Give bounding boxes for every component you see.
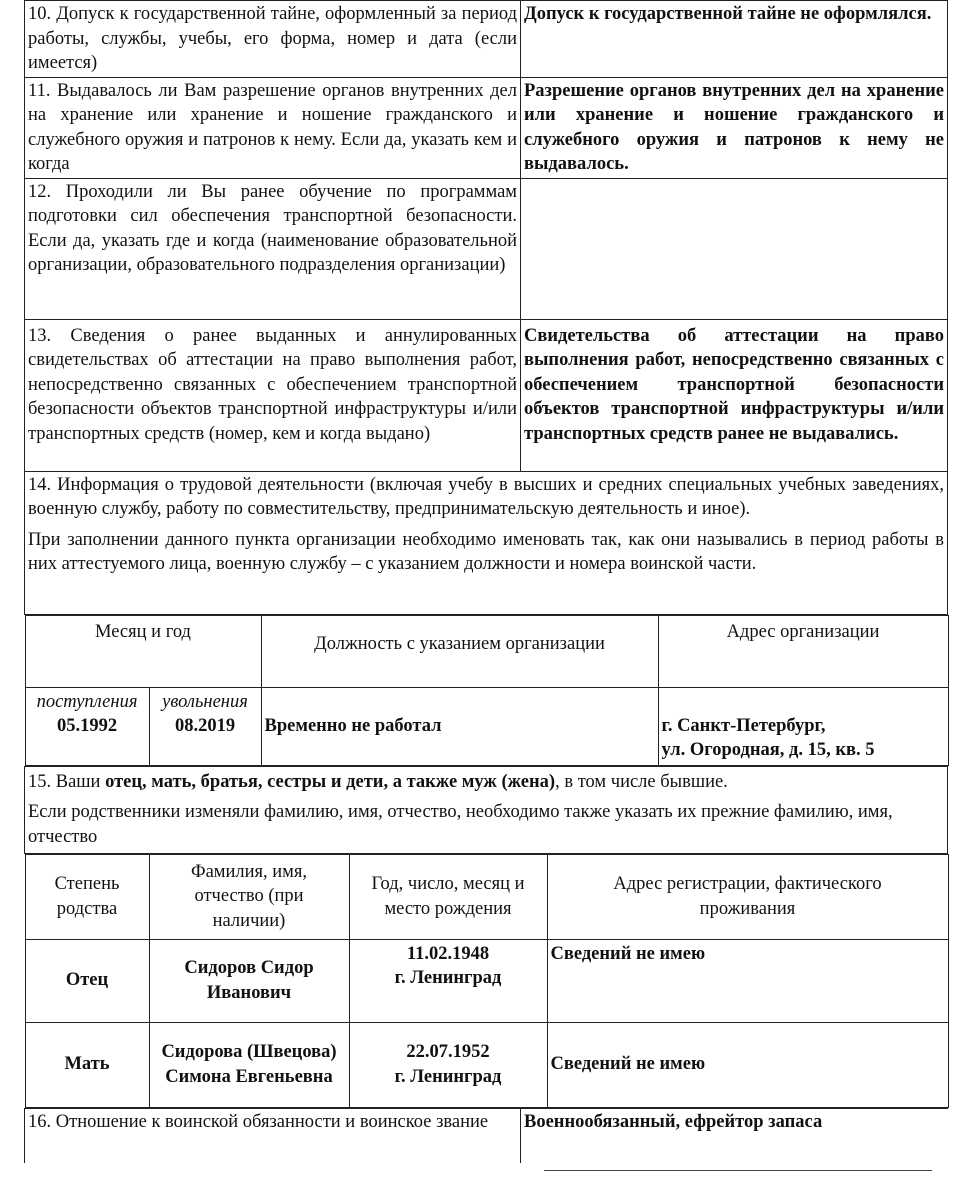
relative-relation: Отец	[25, 939, 149, 1022]
employment-address-line1: г. Санкт-Петербург,	[661, 715, 826, 736]
row-14-employment	[25, 614, 948, 766]
relative-row-father	[25, 939, 948, 1022]
relative-address: Сведений не имею	[547, 939, 948, 1022]
relative-row-mother	[25, 1022, 948, 1107]
header-birth: Год, число, месяц и место рождения	[349, 854, 547, 939]
employment-address-line2: ул. Огородная, д. 15, кв. 5	[661, 740, 875, 760]
row-12	[25, 178, 948, 319]
row-15-relatives	[25, 853, 948, 1108]
employment-row	[25, 687, 948, 765]
military-status: Военнообязанный	[524, 1111, 676, 1132]
row-11-answer: Разрешение органов внутренних дел на хранение или хранение и ношение гражданского и служебного оружия и патронов к нему не выдавалось.	[521, 77, 948, 178]
row-14-intro	[25, 471, 948, 614]
row-13	[25, 319, 948, 471]
employment-end: 08.2019	[174, 716, 236, 736]
questionnaire-table	[24, 0, 948, 1163]
relatives-bold-label: отец, мать, братья, сестры и дети, а также муж (жена)	[105, 771, 556, 792]
relative-relation: Мать	[25, 1022, 149, 1107]
row-15-note-text: Если родственники изменяли фамилию, имя, отчество, необходимо также указать их прежние фамилию, имя, отчество	[28, 802, 893, 847]
employment-table	[25, 615, 949, 766]
relative-address: Сведений не имею	[547, 1022, 948, 1107]
row-13-answer: Свидетельства об аттестации на право выполнения работ, непосредственно связанных с обеспечением транспортной безопасности объектов транспортной инфраструктуры и/или транспортных средств ранее не выдавались.	[521, 319, 948, 471]
employment-start: 05.1992	[56, 716, 118, 736]
header-relation: Степень родства	[25, 854, 149, 939]
row-13-question: 13. Сведения о ранее выданных и аннулированных свидетельствах об аттестации на право выполнения работ, непосредственно связанных с обеспечением транспортной безопасности объектов транспортной инфраструктуры и/или транспортных средств (номер, кем и когда выдано)	[25, 319, 521, 471]
header-org-address: Адрес организации	[658, 615, 948, 687]
relative-name: Сидоров Сидор Иванович	[149, 939, 349, 1022]
relative-birth-date: 22.07.1952	[406, 1042, 490, 1062]
employment-position: Временно не работал	[261, 687, 658, 765]
relative-birth-date: 11.02.1948	[406, 943, 490, 964]
label-start: поступления	[36, 691, 138, 712]
header-month-year: Месяц и год	[25, 615, 261, 687]
label-end: увольнения	[162, 691, 248, 712]
row-16	[25, 1108, 948, 1163]
relative-name: Сидорова (Швецова) Симона Евгеньевна	[149, 1022, 349, 1107]
row-14-note-text: При заполнении данного пункта организации необходимо именовать так, как они назывались в период работы в них аттестуемого лица, военную службу – с указанием должности и номера воинской части.	[28, 529, 944, 574]
relative-birth-place: г. Ленинград	[394, 1066, 502, 1087]
row-16-question: 16. Отношение к воинской обязанности и воинское звание	[25, 1108, 521, 1163]
row-12-question: 12. Проходили ли Вы ранее обучение по программам подготовки сил обеспечения транспортной безопасности. Если да, указать где и когда (наименование образовательной организации, образовательного подразделения организации)	[25, 178, 521, 319]
relatives-header	[25, 854, 948, 939]
relative-birth-place: г. Ленинград	[394, 968, 502, 988]
row-16-answer	[521, 1108, 948, 1163]
row-10	[25, 1, 948, 78]
military-rank: , ефрейтор запаса	[675, 1111, 823, 1132]
header-position: Должность с указанием организации	[261, 615, 658, 687]
employment-header	[25, 615, 948, 687]
row-11-question: 11. Выдавалось ли Вам разрешение органов внутренних дел на хранение или хранение и ношение гражданского и служебного оружия и патронов к нему. Если да, указать кем и когда	[25, 77, 521, 178]
row-11	[25, 77, 948, 178]
row-10-answer: Допуск к государственной тайне не оформлялся.	[521, 1, 948, 78]
header-name: Фамилия, имя, отчество (при наличии)	[149, 854, 349, 939]
row-15-intro	[25, 766, 948, 853]
row-10-question: 10. Допуск к государственной тайне, оформленный за период работы, службы, учебы, его форма, номер и дата (если имеется)	[25, 1, 521, 78]
answer-underline	[544, 1170, 932, 1171]
relatives-table	[25, 854, 949, 1108]
header-address: Адрес регистрации, фактического проживания	[547, 854, 948, 939]
row-15-intro-text: 15. Ваши отец, мать, братья, сестры и дети, а также муж (жена), в том числе бывшие.	[28, 771, 728, 792]
row-14-intro-text: 14. Информация о трудовой деятельности (включая учебу в высших и средних специальных учебных заведениях, военную службу, работу по совместительству, предпринимательскую деятельность и иное).	[28, 474, 944, 519]
questionnaire-page	[24, 0, 947, 1163]
row-12-answer	[521, 178, 948, 319]
